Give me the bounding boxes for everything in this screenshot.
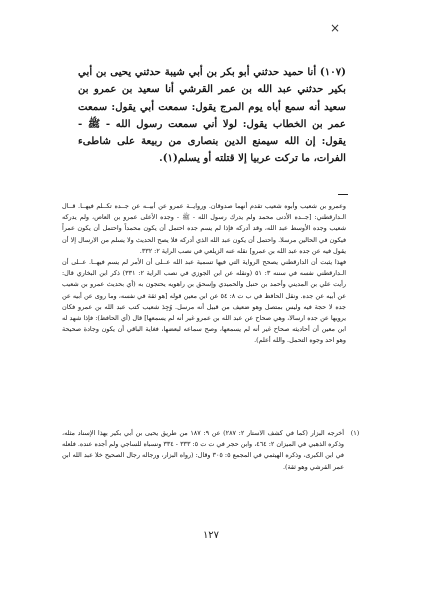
footnote-number: (١): [350, 429, 360, 437]
notes-block: [62, 201, 346, 347]
footnote-text: أخرجه البزار (كما في كشف الاستار ٢: ٢٨٧) عن ٩: ١٨٧ من طريق يحيى بن أبي بكير بهذا الإسناد مثله، وذكره الذهبي في الميزان ٢: ٤٦٤، وابن حجر في ت ت ٥: ٣٣٣ - ٣٣٤ ونسباه للساجي ولم أجده عنده. فلعله في ابن الكبرى، وذكره الهيثمي في المجمع ٥: ٣٠٥ وقال: (رواه البزار، ورجاله رجال الصحيح خلا عبد الله ابن عمر القرشي وهو ثقة).: [62, 429, 345, 471]
notes-paragraph-2: فهذا يثبت أن الدارقطني يصحح الرواية التي فيها تسمية عبد الله عــلى أن الأمر لم يسم فيهــا. عــلى أن الـدارقطني نفسه في سننه ٣: ٥١ (ونقله عن ابن الجوزي في نصب الراية ٢: ٣٣١) ذكر ابن البخاري قال: رأيت علي بن المديني وأحمد بن حنبل والحميدي وإسحق بن راهويه يحتجون به (أي بحديث عمرو بن شعيب عن أبيه عن جده. ونقل الحافظ في ب ت ٨: ٥٤ عن ابن معين قوله [هو ثقة في نفسه، وما روى عن أبيه عن جده لا حجة فيه وليس بمتصل وهو ضعيف من قبيل أنه مرسل. وُجِدَ شعيب كتب عبد الله بن عمرو فكان يرويها عن جده ارسالا، وهي صحاح عن عبد الله بن عمرو غير أنه لم يسمعها] قال (أي الحافظ): فإذا شهد له ابن معين أن أحاديثه صحاح غير أنه لم يسمعها، وصح سماعه لبعضها، فغاية الباقي أن يكون وجادة صحيحة وهو احد وجوه التحمل. والله أعلم).: [62, 258, 347, 345]
hadith-text-block: [78, 64, 346, 168]
ornament-mark: ×: [329, 21, 341, 35]
footnote-separator: [338, 194, 348, 195]
page-number: ١٢٧: [202, 530, 220, 541]
footnote: [62, 428, 362, 473]
hadith-paragraph: (١٠٧) أنا حميد حدثني أبو بكر بن أبي شيبة حدثني يحيى بن أبي بكير حدثني عبد الله بن عمر القرشي أنا سعيد بن عمرو بن سعيد أنه سمع أباه يوم المرج يقول: سمعت أبي يقول: سمعت عمر بن الخطاب يقول: لولا أني سمعت رسول الله - ﷺ - يقول: إن الله سيمنع الدين بنصارى من ربيعة على شاطىء الفرات، ما تركت عربيا إلا قتلته أو يسلم(١).: [78, 66, 346, 165]
notes-paragraph-1: وعمرو بن شعيب وأبوه شعيب تقدم أنهما صدوقان. وروايــة عمرو عن أبيــه عن جــده تكــلم فيهــا. قــال الـدارقطني: [جــده الأدنى محمد ولم يدرك رسول الله - ﷺ - وجده الأعلى عمرو بن العاص، ولم يدركه شعيب وجده الأوسط عبد الله، وقد أدركه فإذا لم يسم جده احتمل أن يكون محمداً واحتمل أن يكون عمراً فيكون في الحالين مرسلا. واحتمل أن يكون عبد الله الذي أدركه فلا يصح الحديث ولا يسلم من الارسال إلا أن يقول فيه عن جده عبد الله بن عمرو] نقله عنه الزيلعي في نصب الراية ٢: ٣٣٢.: [62, 202, 346, 255]
